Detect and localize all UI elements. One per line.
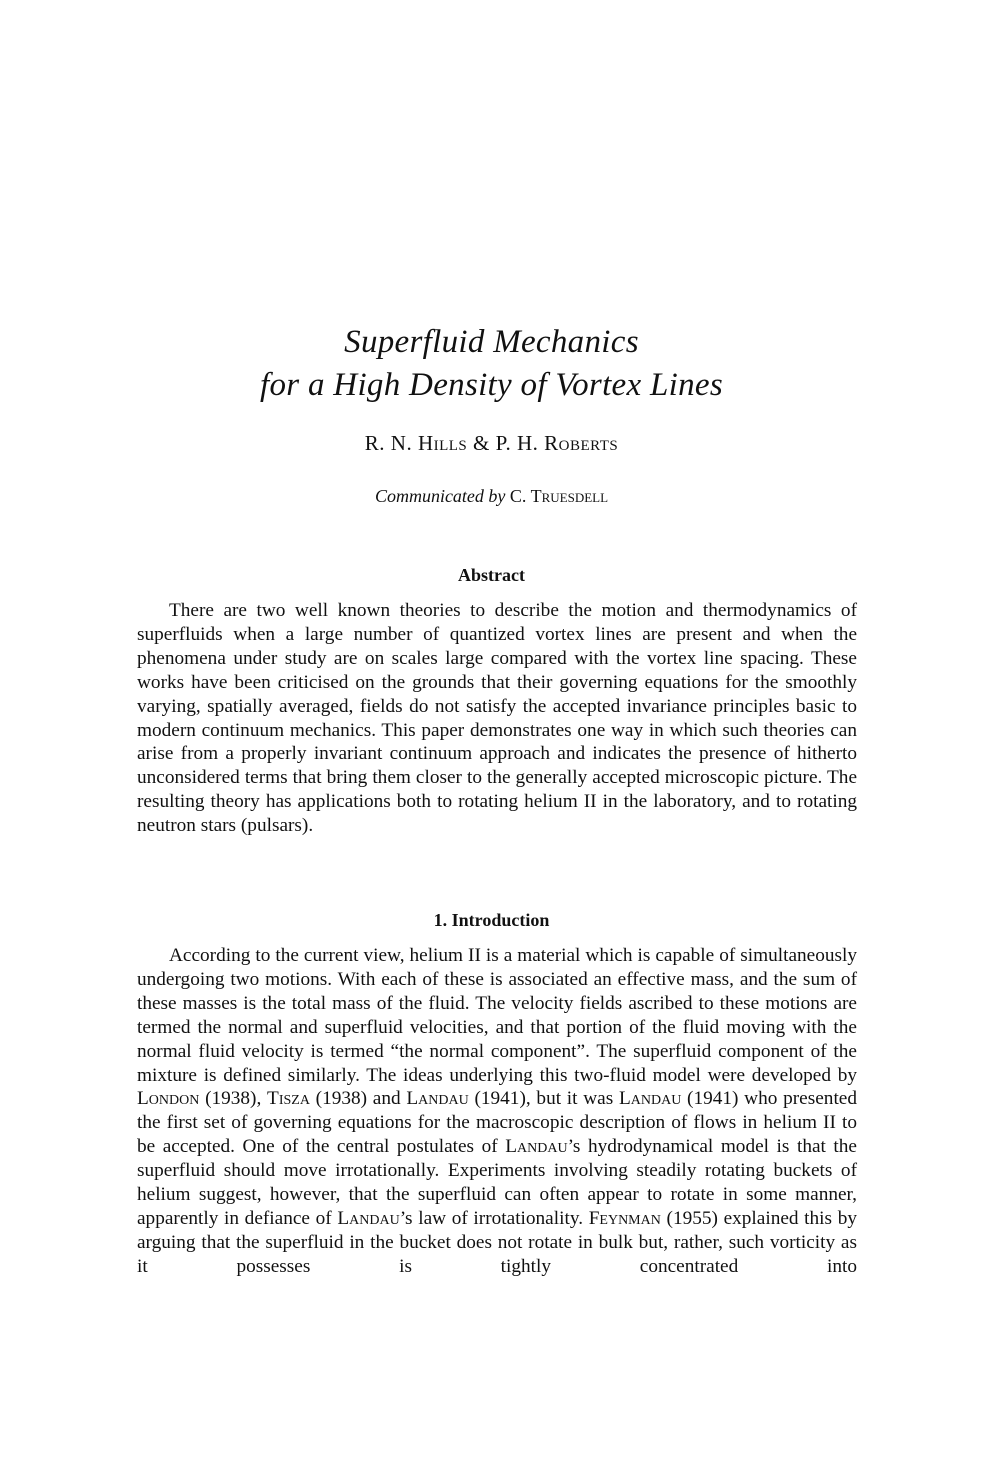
intro-text-2: (1938), xyxy=(199,1088,268,1110)
author-ref-tisza: Tisza xyxy=(267,1088,310,1110)
paper-authors: R. N. Hills & P. H. Roberts xyxy=(364,431,619,455)
abstract-text: There are two well known theories to describe the motion and thermodynamics of superfluids when a large number of quantized vortex lines are present and when the phenomena under study are on scales large compared with the vortex line spacing. These works have been criticised on the grounds that their governing equations for the smoothly varying, spatially averaged, fields do not satisfy the accepted invariance principles basic to modern continuum mechanics. This paper demonstrates one way in which such theories can arise from a properly invariant continuum approach and indicates the presence of hitherto unconsidered terms that bring them closer to the generally accepted microscopic picture. The resulting theory has applications both to rotating helium II in the laboratory, and to rotating neutron stars (pulsars). xyxy=(137,600,857,837)
intro-text-8: (1955) explained this by arguing that the superfluid in the bucket does not rotate in bulk but, rather, such vorticity as it possesses is tightly concentrated into xyxy=(137,1207,857,1277)
author-ref-landau: Landau xyxy=(337,1207,400,1229)
communicated-prefix: Communicated by xyxy=(374,486,506,506)
author-ref-london: London xyxy=(137,1088,200,1110)
intro-text-4: (1941), but it was xyxy=(468,1088,619,1110)
intro-text-1: According to the current view, helium II is a material which is capable of simultaneously undergoing two motions. With each of these is associated an effective mass, and the sum of these masses is the total mass of the fluid. The velocity fields ascribed to these motions are termed the normal and superfluid velocities, and that portion of the fluid moving with the normal fluid velocity is termed “the normal component”. The superfluid component of the mixture is defined similarly. The ideas underlying this two-fluid model were developed by xyxy=(137,945,857,1086)
section-heading-introduction: 1. Introduction xyxy=(433,910,550,930)
intro-text-3: (1938) and xyxy=(309,1088,407,1110)
introduction-paragraph xyxy=(137,944,857,1279)
intro-text-7: ’s law of irrotationality. xyxy=(399,1207,589,1229)
intro-text-5: (1941) who presented the first set of governing equations for the macroscopic description of flows in helium II to be accepted. One of the central postulates of xyxy=(137,1088,857,1158)
paper-title-line-1: Superfluid Mechanics xyxy=(344,324,639,360)
author-ref-feynman: Feynman xyxy=(588,1207,661,1229)
communicated-by xyxy=(0,484,983,508)
abstract-heading: Abstract xyxy=(458,565,525,585)
intro-text-6: ’s hydrodynamical model is that the superfluid should move irrotationally. Experiments involving steadily rotating buckets of helium suggest, however, that the superfluid can often appear to rotate in some manner, apparently in defiance of xyxy=(137,1136,857,1229)
communicator-name: C. Truesdell xyxy=(509,486,609,506)
author-ref-landau: Landau xyxy=(406,1088,469,1110)
paper-title-line-2: for a High Density of Vortex Lines xyxy=(260,367,723,403)
author-ref-landau: Landau xyxy=(505,1136,568,1158)
author-ref-landau: Landau xyxy=(618,1088,682,1110)
